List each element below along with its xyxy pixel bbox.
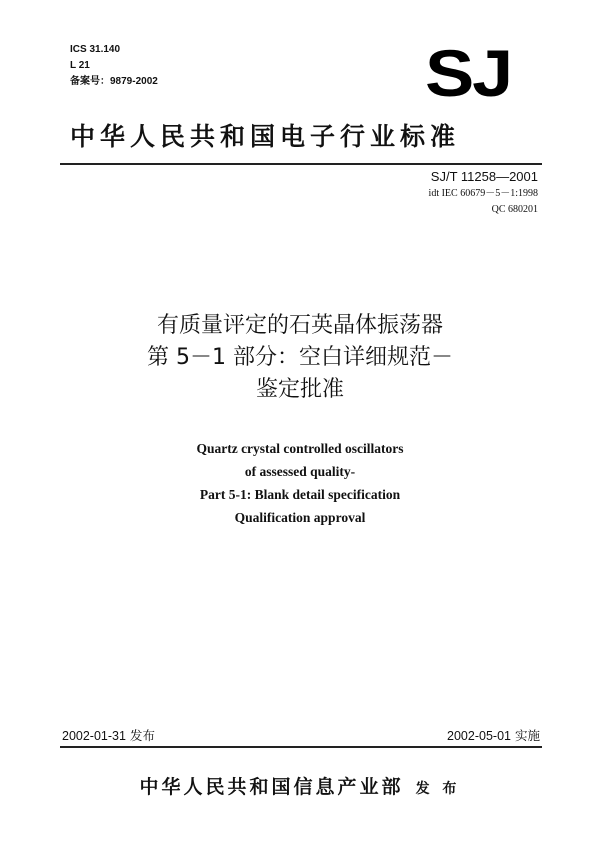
effective-date: 2002-05-01 <box>447 729 511 743</box>
org-title: 中华人民共和国电子行业标准 <box>70 122 461 151</box>
english-title-line-3: Part 5-1: Blank detail specification <box>199 487 401 502</box>
idt-reference: idt IEC 60679－5－1:1998 <box>428 188 538 199</box>
chinese-title-line-3: 鉴定批准 <box>255 377 344 402</box>
qc-reference: QC 680201 <box>491 204 538 215</box>
chinese-title <box>0 310 600 406</box>
bottom-divider <box>60 746 542 748</box>
classification-block <box>70 42 158 90</box>
issuer-block <box>0 772 600 799</box>
issue-date: 2002-01-31 <box>62 729 126 743</box>
standard-number: SJ/T 11258—2001 <box>430 169 538 184</box>
ics-code: ICS 31.140 <box>70 44 121 55</box>
chinese-title-line-2: 第 5－1 部分：空白详细规范－ <box>147 345 453 370</box>
issue-date-block <box>62 726 155 744</box>
english-title-line-1: Quartz crystal controlled oscillators <box>196 441 404 456</box>
standard-codes <box>429 168 538 218</box>
english-title-line-4: Qualification approval <box>234 510 366 525</box>
issuer-label: 发 布 <box>415 781 461 797</box>
sj-logo: SJ <box>425 36 511 110</box>
issue-label: 发布 <box>129 728 155 743</box>
issuer-name: 中华人民共和国信息产业部 <box>139 776 404 798</box>
top-divider <box>60 163 542 165</box>
classification-code: L 21 <box>70 60 90 71</box>
effective-label: 实施 <box>514 728 540 743</box>
effective-date-block <box>447 726 540 744</box>
chinese-title-line-1: 有质量评定的石英晶体振荡器 <box>156 313 443 338</box>
record-number: 备案号：9879-2002 <box>70 76 158 87</box>
english-title-line-2: of assessed quality- <box>244 464 356 479</box>
english-title <box>0 437 600 529</box>
